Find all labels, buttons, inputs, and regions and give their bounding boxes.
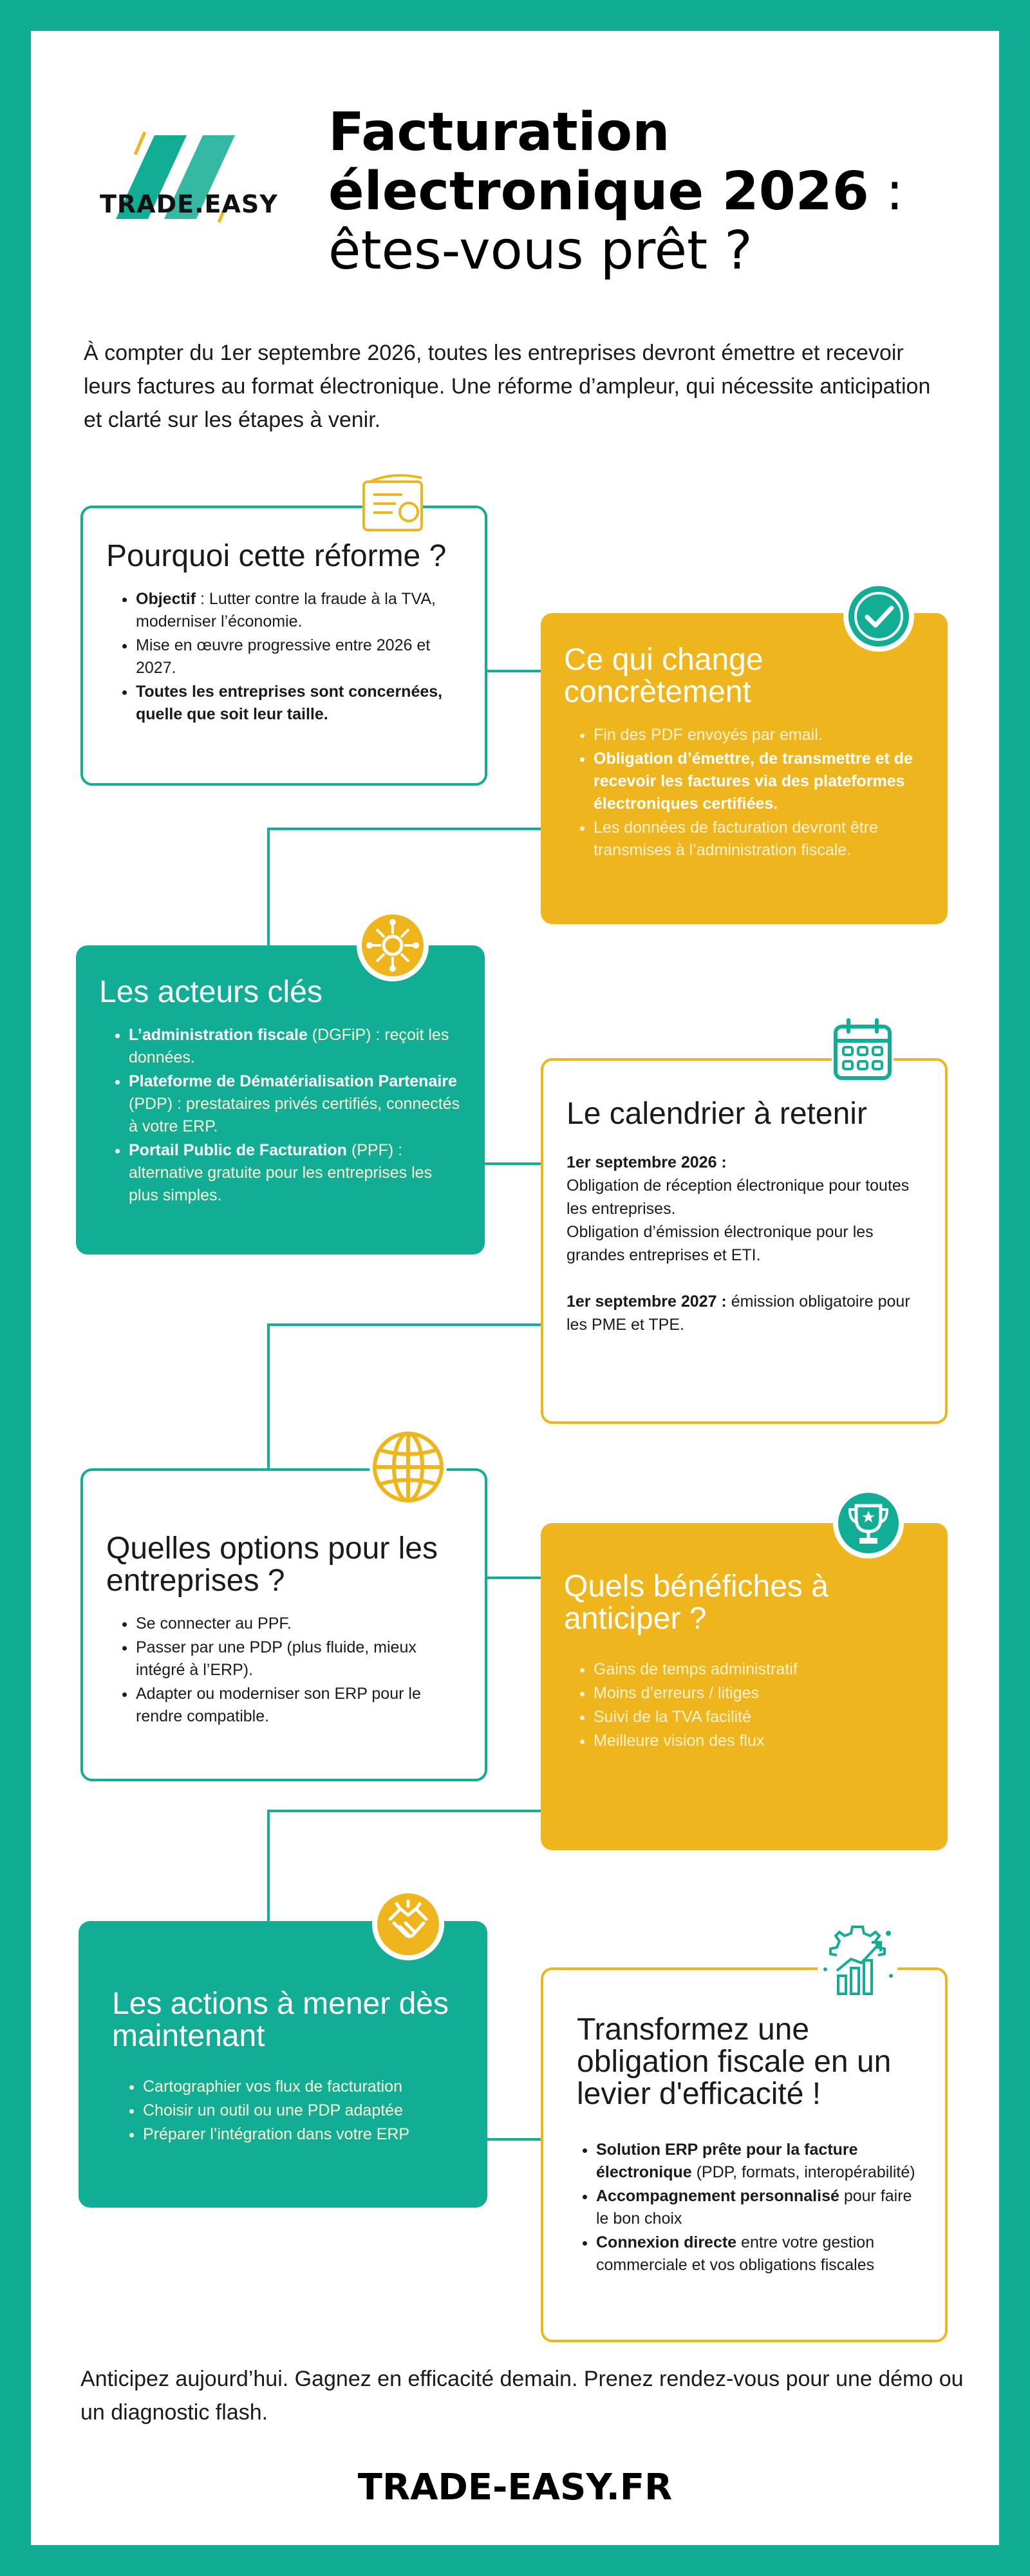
connector bbox=[486, 1577, 544, 1579]
list-item: • Fin des PDF envoyés par email. bbox=[594, 724, 924, 746]
handshake-icon bbox=[371, 1887, 445, 1965]
title-line1: Facturation bbox=[328, 102, 670, 163]
card-transformez bbox=[541, 1967, 948, 2342]
connector bbox=[267, 1323, 270, 1472]
connector bbox=[267, 828, 270, 947]
calendar-icon bbox=[825, 1012, 900, 1090]
card-list bbox=[564, 1658, 924, 1752]
list-item: • Choisir un outil ou une PDP adaptée bbox=[143, 2099, 464, 2122]
list-item: • Obligation d’émettre, de transmettre et de recevoir les factures via des plateformes électroniques certifiées. bbox=[594, 748, 924, 815]
trophy-icon bbox=[832, 1486, 905, 1563]
connector bbox=[267, 1323, 541, 1326]
list-item: • Connexion directe entre votre gestion commerciale et vos obligations fiscales bbox=[596, 2231, 922, 2277]
card-benefices bbox=[541, 1523, 948, 1850]
list-item: • Les données de facturation devront être transmises à l’administration fiscale. bbox=[594, 817, 924, 862]
list-item: • Passer par une PDP (plus fluide, mieux intégré à l’ERP). bbox=[136, 1636, 462, 1681]
list-item: • Portail Public de Facturation (PPF) : alternative gratuite pour les entreprises les plus simples. bbox=[129, 1139, 462, 1207]
card-title: Ce qui change concrètement bbox=[564, 643, 763, 709]
intro-paragraph: À compter du 1er septembre 2026, toutes les entreprises devront émettre et recevoir leurs factures au format électronique. Une réforme d’ampleur, qui nécessite anticipation et clarté sur les étapes à venir. bbox=[84, 341, 931, 432]
connector bbox=[486, 670, 544, 672]
list-item: • Accompagnement personnalisé pour faire le bon choix bbox=[596, 2185, 922, 2230]
card-options bbox=[80, 1468, 487, 1781]
connector bbox=[483, 2138, 544, 2141]
card-list bbox=[106, 1613, 462, 1728]
date-2: 1er septembre 2027 : bbox=[566, 1293, 727, 1311]
card-title: Le calendrier à retenir bbox=[566, 1097, 867, 1131]
card-list bbox=[564, 724, 924, 862]
card-title: Pourquoi cette réforme ? bbox=[106, 539, 447, 573]
title-line2-rest: : bbox=[868, 161, 904, 222]
logo-text: TRADE.EASY bbox=[100, 190, 278, 218]
list-item: • Suivi de la TVA facilité bbox=[594, 1706, 924, 1728]
checkmark-icon bbox=[842, 580, 915, 656]
card-list bbox=[99, 1024, 462, 1207]
list-item: • Gains de temps administratif bbox=[594, 1658, 924, 1681]
list-item: • Toutes les entreprises sont concernées, quelle que soit leur taille. bbox=[136, 681, 462, 726]
website-link[interactable]: TRADE-EASY.FR bbox=[357, 2467, 673, 2508]
list-item: • Moins d’erreurs / litiges bbox=[594, 1682, 924, 1705]
title-line3: êtes-vous prêt ? bbox=[328, 220, 753, 281]
list-item: • Meilleure vision des flux bbox=[594, 1730, 924, 1752]
connector bbox=[483, 1162, 544, 1165]
list-item: • Cartographier vos flux de facturation bbox=[143, 2076, 464, 2098]
page-title bbox=[328, 103, 972, 281]
title-line2-bold: électronique 2026 bbox=[328, 161, 869, 222]
card-title: Transformez une obligation fiscale en un levier d'efficacité ! bbox=[577, 2012, 892, 2111]
list-item: • Objectif : Lutter contre la fraude à la TVA, moderniser l’économie. bbox=[136, 588, 462, 633]
connector bbox=[267, 1810, 541, 1812]
document-certificate-icon bbox=[357, 470, 431, 541]
card-pourquoi bbox=[80, 506, 487, 786]
card-title: Quels bénéfiches à anticiper ? bbox=[564, 1569, 829, 1636]
list-item: • Se connecter au PPF. bbox=[136, 1613, 462, 1635]
list-item: • Solution ERP prête pour la facture électronique (PDP, formats, interopérabilité) bbox=[596, 2139, 922, 2184]
card-title: Quelles options pour les entreprises ? bbox=[106, 1531, 438, 1598]
list-item: • Mise en œuvre progressive entre 2026 et 2027. bbox=[136, 634, 462, 679]
card-title: Les acteurs clés bbox=[99, 975, 323, 1009]
list-item: • Préparer l’intégration dans votre ERP bbox=[143, 2123, 464, 2146]
cta-text: Anticipez aujourd’hui. Gagnez en efficacité demain. Prenez rendez-vous pour une démo ou un diagnostic flash. bbox=[80, 2367, 964, 2425]
card-list bbox=[106, 588, 462, 726]
card-list bbox=[102, 2076, 464, 2146]
gear-growth-chart-icon bbox=[812, 1918, 903, 2007]
brand-logo bbox=[100, 129, 278, 225]
list-item: • L’administration fiscale (DGFiP) : reçoit les données. bbox=[129, 1024, 462, 1069]
card-list bbox=[566, 2139, 922, 2277]
connector bbox=[267, 828, 541, 830]
list-item: • Adapter ou moderniser son ERP pour le rendre compatible. bbox=[136, 1683, 462, 1728]
list-item: • Plateforme de Dématérialisation Partenaire (PDP) : prestataires privés certifiés, connectés à votre ERP. bbox=[129, 1070, 462, 1138]
card-calendrier bbox=[541, 1058, 948, 1424]
card-change bbox=[541, 613, 948, 924]
calendar-text: 1er septembre 2026 : Obligation de réception électronique pour toutes les entreprises. Obligation d’émission électronique pour les grandes entreprises et ETI. 1er septembre 2027 : émission obligatoire pour les PME et TPE. bbox=[566, 1153, 910, 1334]
date-1: 1er septembre 2026 : bbox=[566, 1153, 727, 1171]
connector bbox=[267, 1810, 270, 1922]
network-gear-icon bbox=[355, 908, 430, 986]
card-title: Les actions à mener dès maintenant bbox=[112, 1987, 449, 2053]
globe-icon bbox=[368, 1427, 448, 1510]
card-acteurs bbox=[76, 945, 485, 1255]
